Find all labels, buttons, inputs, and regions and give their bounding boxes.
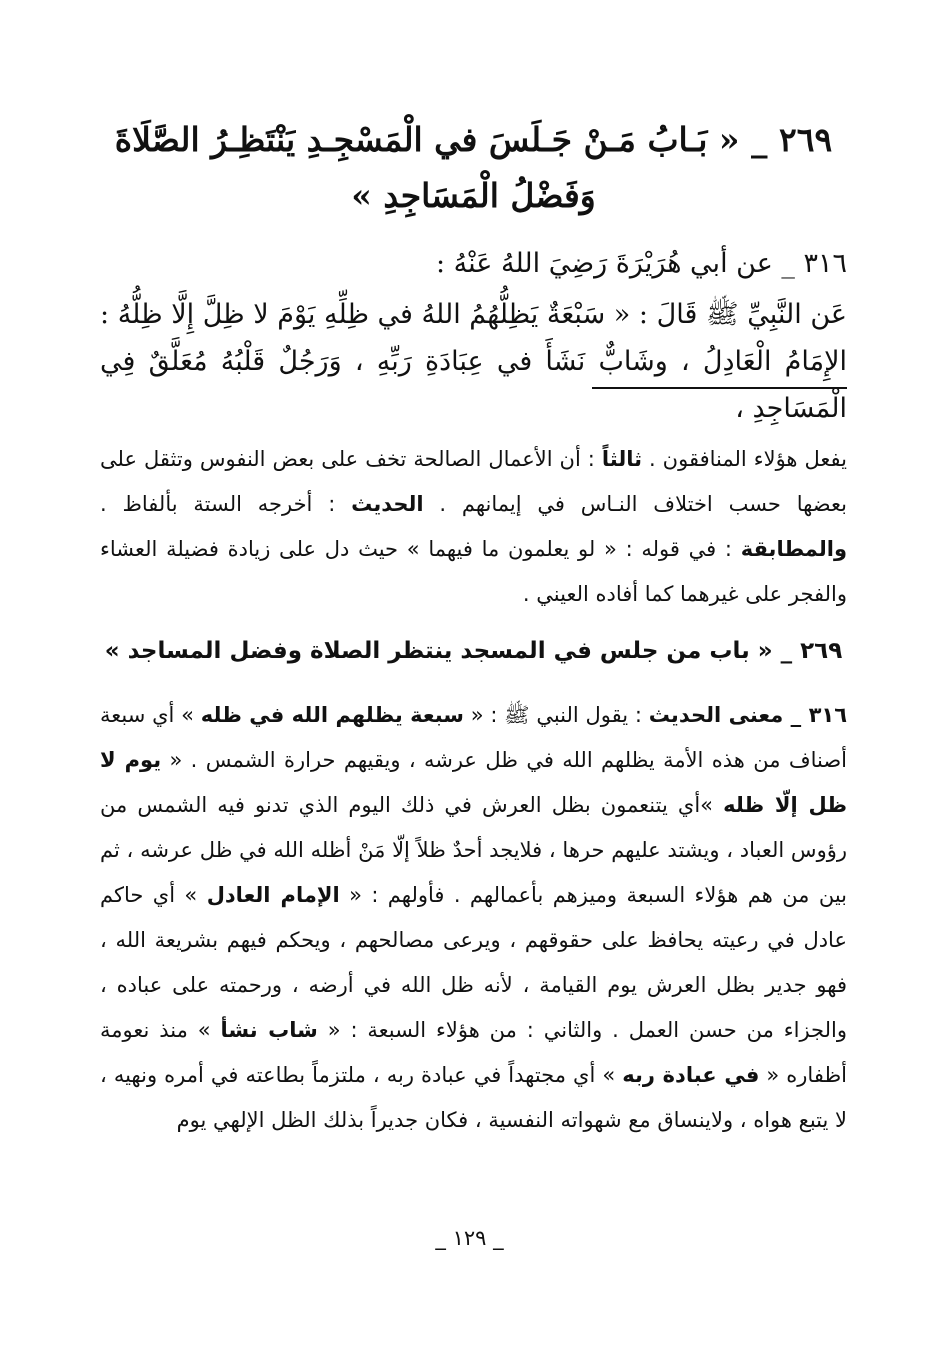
commentary-text: : يقول النبي ﷺ : «: [463, 703, 649, 727]
commentary-bold: والمطابقة: [740, 537, 847, 561]
commentary-text: » أي مجتهداً في عبادة ربه ، ملتزماً بطاعته في أمره ونهيه ، لا يتبع هواه ، ولاينساق مع شهواته النفسية ، فكان جديراً بذلك الظل الإلهي يوم: [100, 1063, 847, 1132]
hadith-text: عَن النَّبِيِّ ﷺ قَالَ : « سَبْعَةٌ يَظِلُّهُمُ اللهُ في ظِلِّهِ يَوْمَ لا ظِلَّ إِلَّا ظِلُّهُ : الإِمَامُ الْعَادِلُ ، وشَابٌّ نَشَأَ في عِبَادَةِ رَبِّهِ ، وَرَجُلٌ قَلْبُهُ مُعَلَّقٌ فِي الْمَسَاجِدِ ،: [100, 299, 847, 424]
commentary-chapter-title: ٢٦٩ _ « باب من جلس في المسجد ينتظر الصلاة وفضل المساجد »: [104, 638, 843, 664]
commentary-bold: يوم لا ظل إلّا ظله: [100, 748, 847, 817]
commentary-text: » أي سبعة أصناف من هذه الأمة يظلهم الله في ظل عرشه ، ويقيهم حرارة الشمس . «: [100, 703, 848, 772]
footnote-separator: [592, 387, 847, 389]
commentary-bold: الحديث: [351, 492, 424, 516]
commentary-text: يفعل هؤلاء المنافقون .: [642, 447, 847, 471]
commentary-text: : أخرجه الستة بألفاظ .: [100, 492, 352, 516]
commentary-bold: ٣١٦ _ معنى الحديث: [648, 703, 848, 727]
commentary-hadith-explanation: [100, 693, 847, 1143]
commentary-bold: في عبادة ربه: [622, 1063, 760, 1087]
commentary-text: » أي حاكم عادل في رعيته يحافظ على حقوقهم ، ويرعى مصالحهم ، ويحكم فيهم بشريعة الله ، فهو جدير بظل العرش يوم القيامة ، لأنه ظل الله في أرضه ، ورحمته على عباده ، والجزاء من حسن العمل . والثاني : من هؤلاء السبعة : «: [100, 883, 847, 1042]
chapter-title: ٢٦٩ _ « بَـابُ مَـنْ جَـلَسَ في الْمَسْجِـدِ يَنْتَظِـرُ الصَّلَاةَ وَفَضْلُ الْمَسَاجِدِ »: [114, 120, 833, 215]
commentary-text: : أن الأعمال الصالحة تخف على بعض النفوس وتثقل على بعضها حسب اختلاف النـاس في إيمانهم .: [100, 447, 847, 516]
page-number: _ ١٢٩ _: [435, 1226, 504, 1250]
commentary-bold: الإمام العادل: [206, 883, 340, 907]
commentary-bold: ثالثاً: [601, 447, 642, 471]
commentary-text: : في قوله : « لو يعلمون ما فيهما » حيث دل على زيادة فضيلة العشاء والفجر على غيرهما كما أفاده العيني .: [100, 537, 847, 606]
commentary-text: »أي يتنعمون بظل العرش في ذلك اليوم الذي تدنو فيه الشمس من رؤوس العباد ، ويشتد عليهم حرها ، فلايجد أحدٌ ظلاً إلّا مَنْ أظله الله في ظل عرشه ، ثم بين من هم هؤلاء السبعة وميزهم بأعمالهم . فأولهم : «: [100, 793, 848, 907]
commentary-bold: شاب نشأ: [220, 1018, 318, 1042]
commentary-previous: [100, 437, 847, 617]
commentary-bold: سبعة يظلهم الله في ظله: [200, 703, 464, 727]
hadith-intro: ٣١٦ _ عن أبي هُرَيْرَةَ رَضِيَ اللهُ عَنْهُ :: [436, 248, 847, 279]
commentary-text: » منذ نعومة أظفاره «: [100, 1018, 847, 1087]
